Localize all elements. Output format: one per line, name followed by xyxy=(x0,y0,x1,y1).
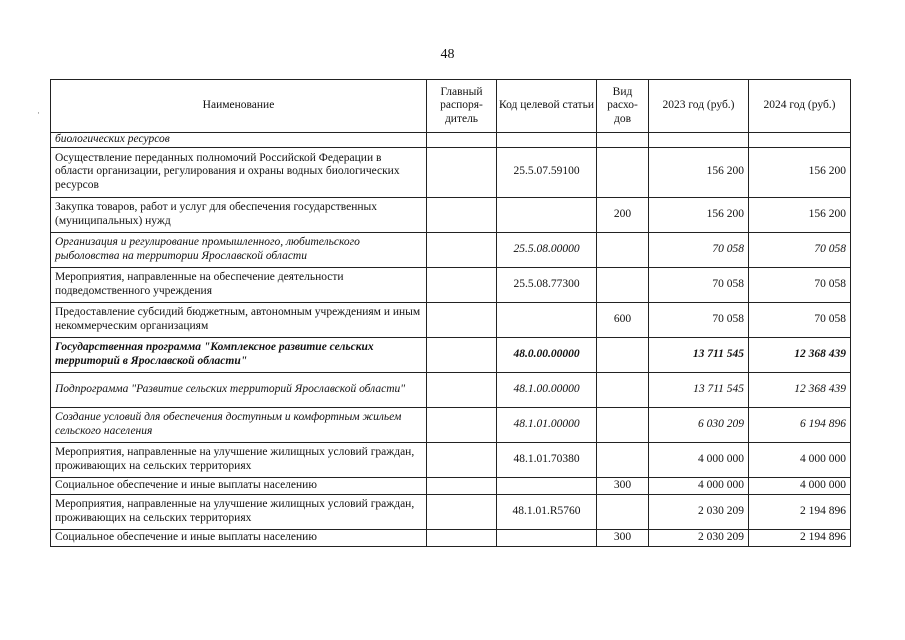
cell-expense-type xyxy=(597,408,649,443)
cell-admin xyxy=(427,303,497,338)
cell-2024: 156 200 xyxy=(749,198,851,233)
cell-name: Подпрограмма "Развитие сельских территорий Ярославской области" xyxy=(51,373,427,408)
header-expense-type: Вид расхо-дов xyxy=(597,80,649,133)
cell-2023: 13 711 545 xyxy=(649,373,749,408)
cell-name: Мероприятия, направленные на улучшение жилищных условий граждан, проживающих на сельских территориях xyxy=(51,443,427,478)
cell-2024: 70 058 xyxy=(749,233,851,268)
cell-expense-type xyxy=(597,495,649,530)
cell-admin xyxy=(427,373,497,408)
cell-code: 48.1.01.70380 xyxy=(497,443,597,478)
cell-expense-type xyxy=(597,268,649,303)
cell-2023: 2 030 209 xyxy=(649,530,749,547)
header-name: Наименование xyxy=(51,80,427,133)
table-row xyxy=(51,268,851,303)
cell-name: Создание условий для обеспечения доступным и комфортным жильем сельского населения xyxy=(51,408,427,443)
cell-admin xyxy=(427,478,497,495)
cell-code xyxy=(497,303,597,338)
cell-expense-type xyxy=(597,443,649,478)
cell-code xyxy=(497,530,597,547)
table-row xyxy=(51,443,851,478)
table-header-row xyxy=(51,80,851,133)
cell-2023: 4 000 000 xyxy=(649,478,749,495)
cell-admin xyxy=(427,338,497,373)
cell-2024: 6 194 896 xyxy=(749,408,851,443)
cell-2023: 13 711 545 xyxy=(649,338,749,373)
table-row xyxy=(51,530,851,547)
cell-name: Организация и регулирование промышленного, любительского рыболовства на территории Ярославской области xyxy=(51,233,427,268)
cell-admin xyxy=(427,408,497,443)
margin-mark: · xyxy=(37,108,40,118)
table-row xyxy=(51,148,851,198)
cell-name: Социальное обеспечение и иные выплаты населению xyxy=(51,530,427,547)
table-row xyxy=(51,495,851,530)
cell-name: Закупка товаров, работ и услуг для обеспечения государственных (муниципальных) нужд xyxy=(51,198,427,233)
cell-2024: 70 058 xyxy=(749,303,851,338)
cell-code: 25.5.08.77300 xyxy=(497,268,597,303)
cell-2024: 2 194 896 xyxy=(749,495,851,530)
cell-name: Мероприятия, направленные на улучшение жилищных условий граждан, проживающих на сельских территориях xyxy=(51,495,427,530)
table-row xyxy=(51,303,851,338)
page-number: 48 xyxy=(440,47,455,62)
cell-2023 xyxy=(649,133,749,148)
cell-code xyxy=(497,478,597,495)
cell-2024: 4 000 000 xyxy=(749,478,851,495)
cell-code xyxy=(497,198,597,233)
cell-2023: 70 058 xyxy=(649,233,749,268)
table-row xyxy=(51,373,851,408)
cell-expense-type xyxy=(597,148,649,198)
cell-expense-type xyxy=(597,373,649,408)
cell-code: 48.1.01.00000 xyxy=(497,408,597,443)
cell-2024: 156 200 xyxy=(749,148,851,198)
cell-code xyxy=(497,133,597,148)
cell-admin xyxy=(427,268,497,303)
cell-admin xyxy=(427,233,497,268)
header-code: Код целевой статьи xyxy=(497,80,597,133)
table-row xyxy=(51,133,851,148)
table-row xyxy=(51,408,851,443)
cell-2023: 6 030 209 xyxy=(649,408,749,443)
cell-2023: 70 058 xyxy=(649,268,749,303)
cell-name: Предоставление субсидий бюджетным, автономным учреждениям и иным некоммерческим организациям xyxy=(51,303,427,338)
cell-name: Социальное обеспечение и иные выплаты населению xyxy=(51,478,427,495)
cell-admin xyxy=(427,133,497,148)
cell-expense-type: 300 xyxy=(597,478,649,495)
cell-name: Осуществление переданных полномочий Российской Федерации в области организации, регулирования и охраны водных биологических ресурсов xyxy=(51,148,427,198)
cell-2024 xyxy=(749,133,851,148)
cell-code: 25.5.07.59100 xyxy=(497,148,597,198)
cell-admin xyxy=(427,443,497,478)
cell-admin xyxy=(427,495,497,530)
cell-expense-type xyxy=(597,338,649,373)
cell-code: 48.1.01.R5760 xyxy=(497,495,597,530)
cell-2023: 4 000 000 xyxy=(649,443,749,478)
cell-name: Мероприятия, направленные на обеспечение деятельности подведомственного учреждения xyxy=(51,268,427,303)
header-2023: 2023 год (руб.) xyxy=(649,80,749,133)
cell-2024: 12 368 439 xyxy=(749,338,851,373)
cell-2023: 70 058 xyxy=(649,303,749,338)
table-row xyxy=(51,338,851,373)
table-body xyxy=(51,133,851,547)
header-2024: 2024 год (руб.) xyxy=(749,80,851,133)
cell-admin xyxy=(427,198,497,233)
cell-2024: 70 058 xyxy=(749,268,851,303)
cell-expense-type xyxy=(597,233,649,268)
cell-2023: 156 200 xyxy=(649,148,749,198)
cell-expense-type: 300 xyxy=(597,530,649,547)
table-row xyxy=(51,478,851,495)
table-row xyxy=(51,233,851,268)
budget-table xyxy=(50,79,851,547)
cell-name: биологических ресурсов xyxy=(51,133,427,148)
header-admin: Главный распоря-дитель xyxy=(427,80,497,133)
cell-code: 48.1.00.00000 xyxy=(497,373,597,408)
table-row xyxy=(51,198,851,233)
cell-2024: 12 368 439 xyxy=(749,373,851,408)
cell-expense-type: 600 xyxy=(597,303,649,338)
cell-code: 25.5.08.00000 xyxy=(497,233,597,268)
cell-name: Государственная программа "Комплексное развитие сельских территорий в Ярославской области" xyxy=(51,338,427,373)
cell-expense-type: 200 xyxy=(597,198,649,233)
cell-expense-type xyxy=(597,133,649,148)
cell-admin xyxy=(427,530,497,547)
cell-2024: 2 194 896 xyxy=(749,530,851,547)
cell-admin xyxy=(427,148,497,198)
cell-2023: 2 030 209 xyxy=(649,495,749,530)
cell-2024: 4 000 000 xyxy=(749,443,851,478)
cell-code: 48.0.00.00000 xyxy=(497,338,597,373)
cell-2023: 156 200 xyxy=(649,198,749,233)
